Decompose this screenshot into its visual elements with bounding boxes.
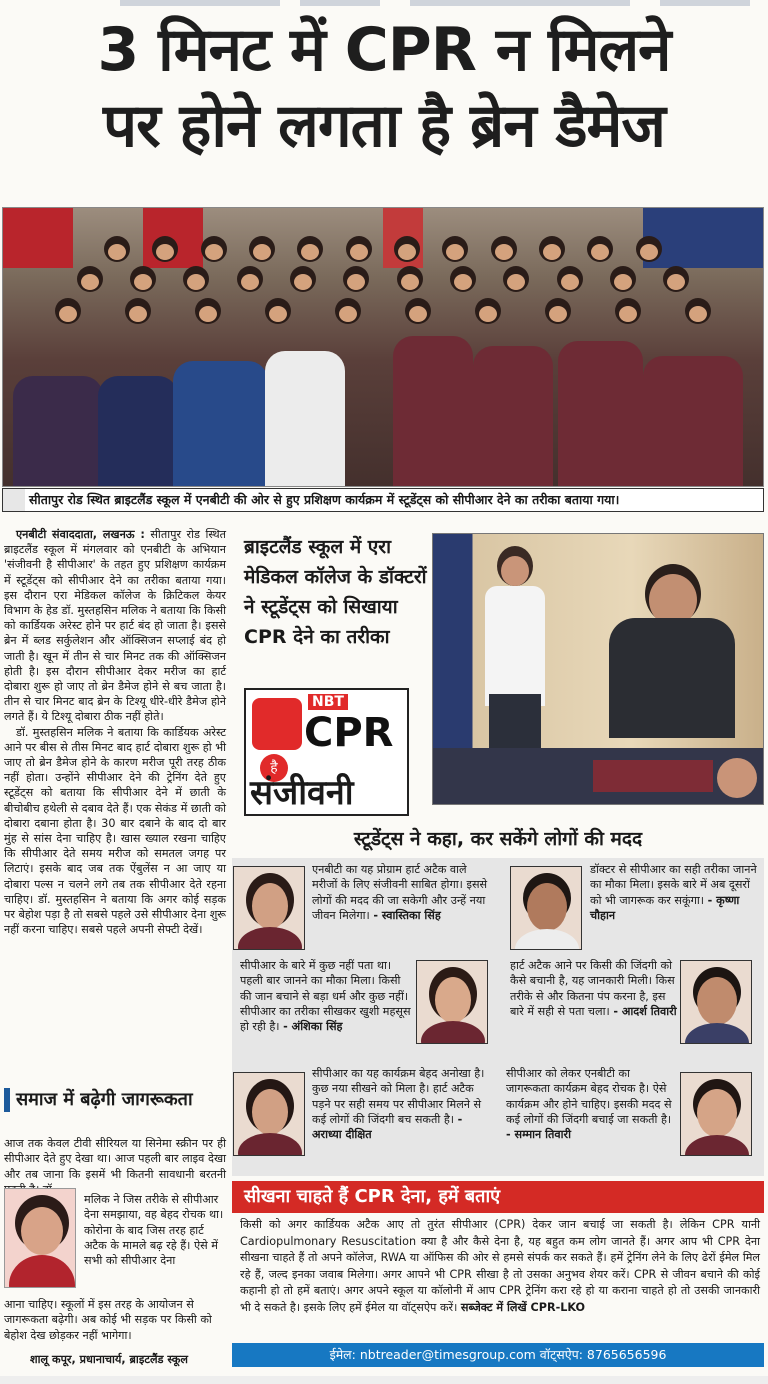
cpr-sanjeevani-logo <box>244 688 409 816</box>
testimonial-1: एनबीटी का यह प्रोग्राम हार्ट अटैक वाले मरीजों के लिए संजीवनी साबित होगा। इससे लोगों की मदद की जा सकेगी और उन्हें नया जीवन मिलेगा। - स्वास्तिका सिंह <box>312 863 488 922</box>
student-photo-aradhya <box>233 1072 305 1156</box>
student-photo-adarsh <box>680 960 752 1044</box>
testimonial-2: डॉक्टर से सीपीआर का सही तरीका जानने का मौका मिला। इसके बारे में अब दूसरों को भी जागरूक कर सकूंगा। - कृष्णा चौहान <box>590 863 757 922</box>
cta-title: सीखना चाहते हैं CPR देना, हमें बताएं <box>232 1181 764 1213</box>
logo-sanjeevani: संजीवनी <box>250 773 354 813</box>
awareness-paragraph-2: मलिक ने जिस तरीके से सीपीआर देना समझाया, वह बेहद रोचक था। कोरोना के बाद जिस तरह हार्ट अटैक के मामले बढ़ रहे हैं। ऐसे में सभी को सीपीआर देना <box>84 1193 224 1268</box>
headline <box>0 12 768 164</box>
testimonial-5: सीपीआर का यह कार्यक्रम बेहद अनोखा है। कुछ नया सीखने को मिला है। हार्ट अटैक पड़ने पर सही समय पर सीपीआर मिलने से कई लोगों की जिंदगी बच सकती है। - अराध्या दीक्षित <box>312 1067 485 1142</box>
testimonial-3: सीपीआर के बारे में कुछ नहीं पता था। पहली बार जानने का मौका मिला। किसी की जान बचाने से बड़ा धर्म और कुछ नहीं। सीपीआर का तरीका सीखकर खुशी महसूस हो रही है। - अंशिका सिंह <box>240 959 411 1034</box>
awareness-paragraph-1: आज तक केवल टीवी सीरियल या सिनेमा स्क्रीन पर ही सीपीआर देते हुए देखा था। आज पहली बार लाइव देखा और तब जाना कि इसमें भी कितनी सावधानी बरतनी <box>4 1137 226 1181</box>
student-photo-anshika <box>416 960 488 1044</box>
student-photo-samman <box>680 1072 752 1156</box>
testimonial-1-author: - स्वास्तिका सिंह <box>373 908 441 922</box>
testimonial-4-author: - आदर्श तिवारी <box>613 1004 677 1018</box>
contact-bar: ईमेल: nbtreader@timesgroup.com वॉट्सऐप: 8765656596 <box>232 1343 764 1367</box>
cpr-demo-photo <box>432 533 764 805</box>
awareness-heading: समाज में बढ़ेगी जागरूकता <box>4 1088 226 1112</box>
bottom-rule <box>0 1376 768 1384</box>
main-story <box>4 527 226 937</box>
testimonial-6-author: - सम्मान तिवारी <box>506 1128 572 1142</box>
testimonial-3-author: - अंशिका सिंह <box>283 1020 343 1034</box>
photo-caption: सीतापुर रोड स्थित ब्राइटलैंड स्कूल में एनबीटी की ओर से हुए प्रशिक्षण कार्यक्रम में स्टूडेंट्स को सीपीआर देने का तरीका बताया गया। <box>2 488 764 512</box>
headline-line2: पर होने लगता है ब्रेन डैमेज <box>103 91 665 161</box>
cta-subject: सब्जेक्ट में लिखें CPR-LKO <box>460 1300 586 1314</box>
testimonial-4: हार्ट अटैक आने पर किसी की जिंदगी को कैसे बचानी है, यह जानकारी मिली। किस तरीके से और कितना पंप करना है, इस बारे में सही से पता चला। - आदर्श तिवारी <box>510 959 677 1018</box>
student-photo-krishna <box>510 866 582 950</box>
awareness-paragraph-3: आना चाहिए। स्कूलों में इस तरह के आयोजन से जागरूकता बढ़ेगी। अब कोई भी सड़क पर किसी को बेहोश देख छोड़कर नहीं भागेगा। <box>4 1298 212 1342</box>
testimonial-2-author: - कृष्णा चौहान <box>590 893 740 922</box>
principal-signature: शालू कपूर, प्रधानाचार्य, ब्राइटलैंड स्कूल <box>30 1353 188 1366</box>
subhead: ब्राइटलैंड स्कूल में एरा मेडिकल कॉलेज के डॉक्टरों ने स्टूडेंट्स को सिखाया CPR देने का तरीका <box>244 536 427 648</box>
principal-photo <box>4 1188 76 1288</box>
cta-body: किसी को अगर कार्डियक अटैक आए तो तुरंत सीपीआर (CPR) देकर जान बचाई जा सकती है। लेकिन CPR यानी Cardiopulmonary Resuscitation क्या है और कैसे देना है, यह बहुत कम लोग जानते हैं। अगर आप भी CPR देना सीखना चाहते हैं तो अपने कॉलेज, RWA या ऑफिस की ओर से हमसे संपर्क कर सकते हैं। हमें ट्रेनिंग लेने के लिए ढेरों ईमेल मिल रहे हैं, जल्द इनका जवाब मिलेगा। अगर आपने भी CPR सीखा है तो उसका अनुभव शेयर करें। CPR से जीवन बचाने की कोई कहानी हो तो हमें बताएं। अगर अपने स्कूल या कॉलोनी में आप CPR ट्रेनिंग करा रहे हो या कराना चाहते हो तो उसकी जानकारी भी दे सकते है। इसके लिए हमें ईमेल या वॉट्सऐप करें। सब्जेक्ट में लिखें CPR-LKO <box>240 1218 760 1314</box>
logo-cpr: CPR <box>304 710 394 756</box>
story-paragraph-1: एनबीटी संवाददाता, लखनऊ : सीतापुर रोड स्थित ब्राइटलैंड स्कूल में मंगलवार को एनबीटी के अभियान 'संजीवनी है सीपीआर' के तहत हुए प्रशिक्षण कार्यक्रम में स्टूडेंट्स को सीपीआर देने का तरीका बताया गया। इस दौरान एरा मेडिकल कॉलेज के क्रिटिकल केयर विभाग के हेड डॉ. मुस्तहसिन मलिक ने बताया कि किसी को कार्डियक अरेस्ट होने पर हार्ट बंद हो जाता है। इससे ब्रेन में ब्लड सर्कुलेशन और ऑक्सिजन सप्लाई बंद हो जाती है। खून में तीन से चार मिनट तक की ऑक्सिजन होती है। इस दौरान सीपीआर देकर मरीज का हार्ट दोबारा शुरू हो जाए तो ब्रेन डैमेज होने से बच जाता है। तीन से चार मिनट बाद ब्रेन के टिश्यू धीरे-धीरे डैमेज होने लगते हैं। ये टिश्यू दोबारा ठीक नहीं होते। <box>4 528 226 724</box>
headline-line1: 3 मिनट में CPR न मिलने <box>97 15 671 85</box>
testimonial-6: सीपीआर को लेकर एनबीटी का जागरूकता कार्यक्रम बेहद रोचक है। ऐसे कार्यक्रम और होने चाहिए। इसकी मदद से कई लोगों की जिंदगी बचाई जा सकती है। - सम्मान तिवारी <box>506 1067 672 1142</box>
story-paragraph-2: डॉ. मुस्तहसिन मलिक ने बताया कि कार्डियक अरेस्ट आने पर बीस से तीस मिनट बाद हार्ट दोबारा शुरू हो भी जाए तो ब्रेन डैमेज होने के कारण मरीज पूरी तरह ठीक नहीं होता। उन्होंने सीपीआर देने की ट्रेनिंग देते हुए स्टूडेंट्स को बताया कि सीपीआर देने में छाती के बीचोबीच हथेली से दबाव देते हैं। एक सेकंड में छाती को दोबारा दबाना होता है। 30 बार दबाने के बाद दो बार मुंह से सांस देना चाहिए है। खास ख्याल रखना चाहिए कि सीपीआर देते समय मरीज को समतल जगह पर लिटाएं। इसके बाद जब तक ऐंबुलेंस न आ जाए या दोबारा पल्स न चलने लगे तब तक सीपीआर देते रहना चाहिए। डॉ. मुस्तहसिन ने बताया कि अगर कोई सड़क पर बेहोश पड़ा है तो सबसे पहले उसे सीपीआर देना शुरू नहीं करना चाहिए। सबसे पहले अपनी सेफ्टी देखें। <box>4 725 226 937</box>
logo-hai: है <box>260 754 288 782</box>
nbt-badge: NBT <box>308 694 348 710</box>
top-strip <box>0 0 768 8</box>
testimonial-5-author: - अराध्या दीक्षित <box>312 1112 463 1142</box>
students-heading: स्टूडेंट्स ने कहा, कर सकेंगे लोगों की मदद <box>232 820 764 858</box>
dateline: एनबीटी संवाददाता, लखनऊ : <box>16 528 145 541</box>
student-photo-swastika <box>233 866 305 950</box>
students-training-photo <box>2 207 764 487</box>
heart-icon <box>252 698 302 750</box>
